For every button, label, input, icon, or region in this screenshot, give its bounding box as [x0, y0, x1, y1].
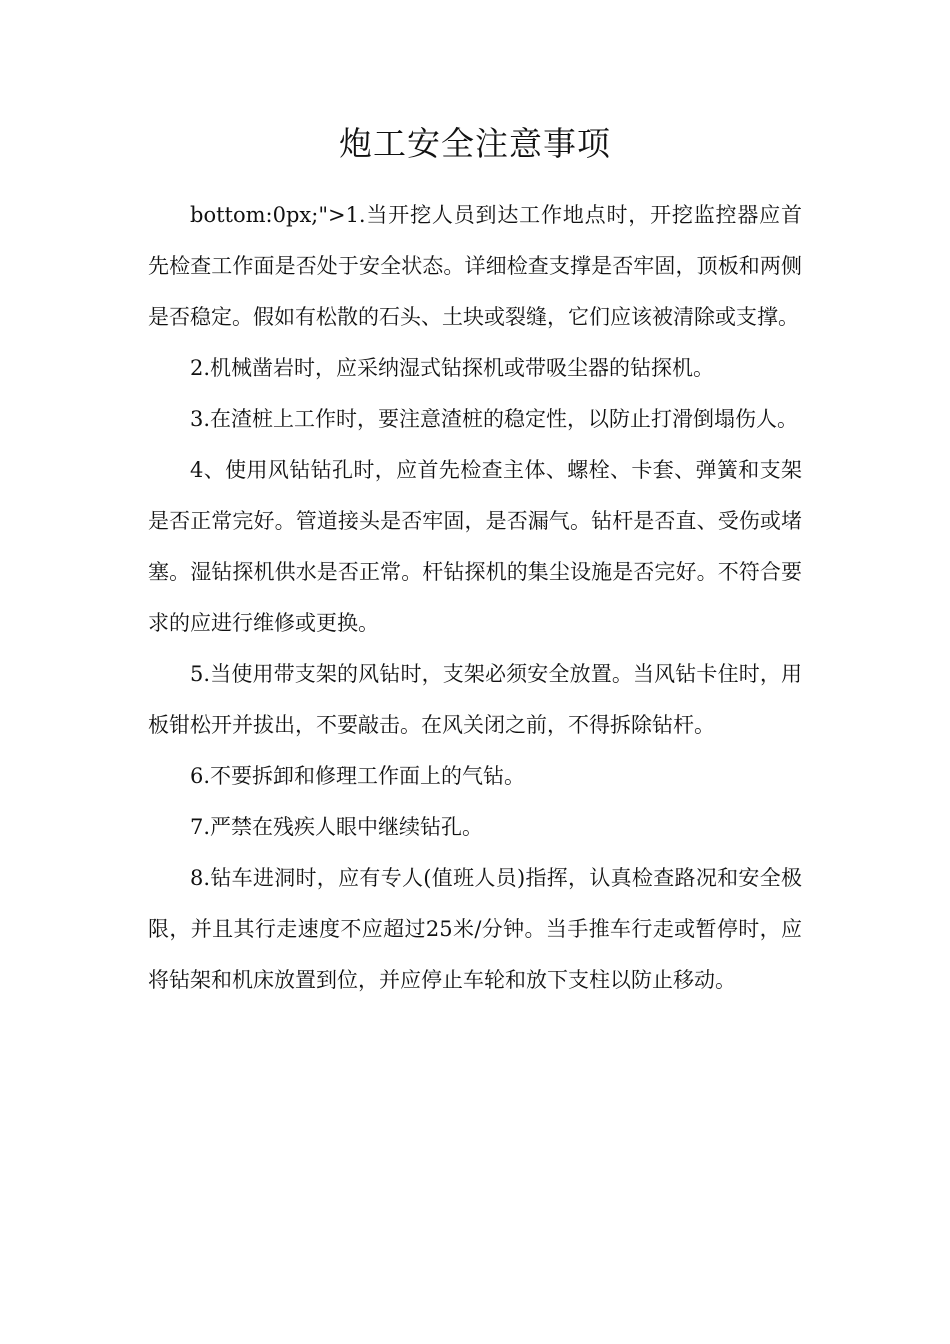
paragraph-5: 5.当使用带支架的风钻时，支架必须安全放置。当风钻卡住时，用板钳松开并拔出，不要敲击。在风关闭之前，不得拆除钻杆。 — [148, 662, 802, 737]
paragraph-7: 7.严禁在残疾人眼中继续钻孔。 — [190, 815, 484, 839]
paragraph-6: 6.不要拆卸和修理工作面上的气钻。 — [190, 764, 526, 788]
paragraph-1: bottom:0px;">1.当开挖人员到达工作地点时，开挖监控器应首先检查工作面是否处于安全状态。详细检查支撑是否牢固，顶板和两侧是否稳定。假如有松散的石头、土块或裂缝，它们应该被清除或支撑。 — [148, 203, 802, 329]
paragraph-2: 2.机械凿岩时，应采纳湿式钻探机或带吸尘器的钻探机。 — [190, 356, 715, 380]
paragraph-3: 3.在渣桩上工作时，要注意渣桩的稳定性，以防止打滑倒塌伤人。 — [190, 407, 799, 431]
document-body — [148, 190, 802, 1006]
paragraph-4: 4、使用风钻钻孔时，应首先检查主体、螺栓、卡套、弹簧和支架是否正常完好。管道接头是否牢固，是否漏气。钻杆是否直、受伤或堵塞。湿钻探机供水是否正常。杆钻探机的集尘设施是否完好。不符合要求的应进行维修或更换。 — [148, 458, 802, 635]
paragraph-8: 8.钻车进洞时，应有专人(值班人员)指挥，认真检查路况和安全极限，并且其行走速度不应超过25米/分钟。当手推车行走或暂停时，应将钻架和机床放置到位，并应停止车轮和放下支柱以防止移动。 — [148, 866, 802, 992]
document-title: 炮工安全注意事项 — [339, 124, 611, 163]
